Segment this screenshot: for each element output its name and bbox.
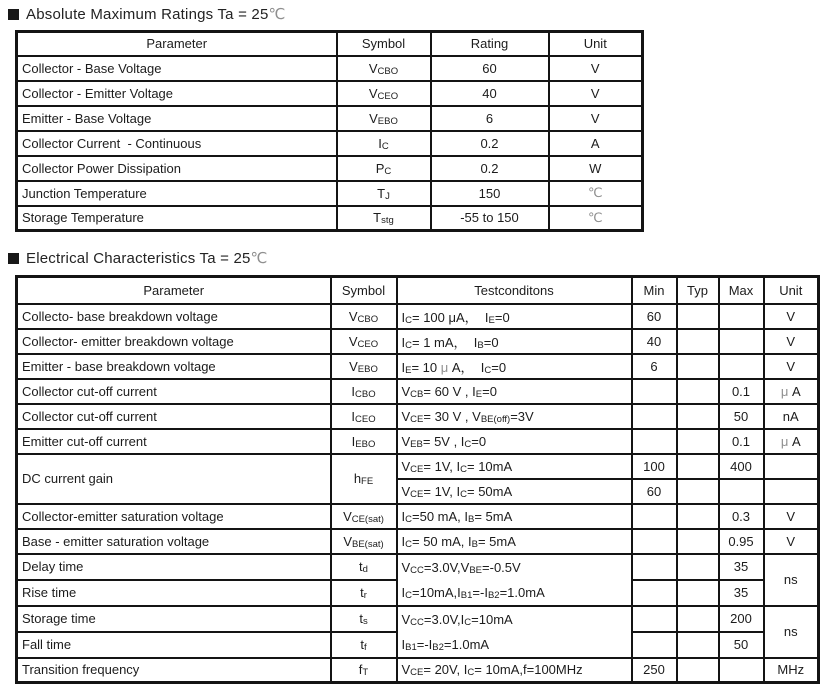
testcond-cell: $V_{EB}= 5V$ , $I_C=0$ bbox=[397, 429, 632, 454]
unit-cell: μ A bbox=[764, 379, 819, 404]
unit-cell: A bbox=[549, 131, 643, 156]
table-row bbox=[17, 181, 643, 206]
testcond-line: $I_C=10mA,I_{B1}=-I_{B2}=1.0mA$ bbox=[401, 584, 545, 601]
testcond-cell: $I_C= 50$ mA, $I_B= 5mA$ bbox=[397, 529, 632, 554]
section-square-icon bbox=[8, 9, 19, 20]
unit-cell: ℃ bbox=[549, 181, 643, 206]
table-row bbox=[17, 156, 643, 181]
unit-cell bbox=[764, 479, 819, 504]
param-cell: Collector Power Dissipation bbox=[17, 156, 337, 181]
min-cell: 60 bbox=[632, 479, 677, 504]
max-cell: 35 bbox=[719, 554, 764, 580]
testcond-cell: $V_{CE}= 1V$, $I_C= 50mA$ bbox=[397, 479, 632, 504]
table-header-row bbox=[17, 32, 643, 56]
testcond-cell: $V_{CE}= 20V$, $I_C= 10mA,f=100MHz$ bbox=[397, 658, 632, 683]
max-cell: 50 bbox=[719, 404, 764, 429]
typ-cell bbox=[677, 606, 719, 632]
param-cell: Junction Temperature bbox=[17, 181, 337, 206]
unit-cell: V bbox=[764, 329, 819, 354]
typ-cell bbox=[677, 580, 719, 606]
max-cell: 0.3 bbox=[719, 504, 764, 529]
unit-cell: V bbox=[764, 529, 819, 554]
min-cell bbox=[632, 504, 677, 529]
symbol-cell: $T_{stg}$ bbox=[337, 206, 431, 231]
col-header-typ: Typ bbox=[677, 277, 719, 304]
min-cell bbox=[632, 429, 677, 454]
unit-cell: V bbox=[764, 354, 819, 379]
rating-cell: 0.2 bbox=[431, 131, 549, 156]
table-row bbox=[17, 606, 819, 632]
symbol-cell: $V_{CBO}$ bbox=[331, 304, 397, 329]
typ-cell bbox=[677, 632, 719, 658]
param-cell: Collector cut-off current bbox=[17, 404, 331, 429]
min-cell bbox=[632, 580, 677, 606]
min-cell: 100 bbox=[632, 454, 677, 479]
symbol-cell: $t_s$ bbox=[331, 606, 397, 632]
param-cell: Collector cut-off current bbox=[17, 379, 331, 404]
table-row bbox=[17, 106, 643, 131]
param-cell: Transition frequency bbox=[17, 658, 331, 683]
min-cell bbox=[632, 404, 677, 429]
min-cell: 250 bbox=[632, 658, 677, 683]
param-cell: Base - emitter saturation voltage bbox=[17, 529, 331, 554]
param-cell: Collecto- base breakdown voltage bbox=[17, 304, 331, 329]
typ-cell bbox=[677, 354, 719, 379]
testcond-line: $V_{CC}=3.0V,I_C=10mA$ bbox=[401, 611, 513, 628]
unit-cell: MHz bbox=[764, 658, 819, 683]
table-row bbox=[17, 81, 643, 106]
param-cell: Collector - Base Voltage bbox=[17, 56, 337, 81]
col-header-parameter: Parameter bbox=[17, 277, 331, 304]
electrical-section-title bbox=[8, 249, 821, 267]
max-cell: 0.1 bbox=[719, 429, 764, 454]
unit-cell: W bbox=[549, 156, 643, 181]
symbol-cell: $I_{CBO}$ bbox=[331, 379, 397, 404]
min-cell bbox=[632, 554, 677, 580]
unit-cell: ns bbox=[764, 554, 819, 606]
section-square-icon bbox=[8, 253, 19, 264]
symbol-cell: $V_{EBO}$ bbox=[337, 106, 431, 131]
typ-cell bbox=[677, 479, 719, 504]
rating-cell: 0.2 bbox=[431, 156, 549, 181]
symbol-cell: $t_r$ bbox=[331, 580, 397, 606]
unit-cell: V bbox=[764, 304, 819, 329]
table-row bbox=[17, 131, 643, 156]
unit-cell: V bbox=[549, 81, 643, 106]
table-header-row bbox=[17, 277, 819, 304]
col-header-min: Min bbox=[632, 277, 677, 304]
typ-cell bbox=[677, 658, 719, 683]
table-row bbox=[17, 354, 819, 379]
param-cell: Emitter - base breakdown voltage bbox=[17, 354, 331, 379]
param-cell: Storage Temperature bbox=[17, 206, 337, 231]
typ-cell bbox=[677, 329, 719, 354]
param-cell: Delay time bbox=[17, 554, 331, 580]
symbol-cell: $V_{CE(sat)}$ bbox=[331, 504, 397, 529]
abs-max-title-text: Absolute Maximum Ratings Ta = 25℃ bbox=[26, 6, 286, 23]
typ-cell bbox=[677, 504, 719, 529]
symbol-cell: $I_{EBO}$ bbox=[331, 429, 397, 454]
table-row bbox=[17, 56, 643, 81]
col-header-testcond: Testconditons bbox=[397, 277, 632, 304]
symbol-cell: $t_f$ bbox=[331, 632, 397, 658]
max-cell: 35 bbox=[719, 580, 764, 606]
symbol-cell: $I_C$ bbox=[337, 131, 431, 156]
table-row bbox=[17, 329, 819, 354]
col-header-symbol: Symbol bbox=[337, 32, 431, 56]
col-header-rating: Rating bbox=[431, 32, 549, 56]
symbol-cell: $h_{FE}$ bbox=[331, 454, 397, 504]
max-cell bbox=[719, 304, 764, 329]
table-row bbox=[17, 529, 819, 554]
min-cell bbox=[632, 606, 677, 632]
param-cell: Rise time bbox=[17, 580, 331, 606]
param-cell: Collector - Emitter Voltage bbox=[17, 81, 337, 106]
unit-cell: V bbox=[549, 56, 643, 81]
max-cell: 200 bbox=[719, 606, 764, 632]
table-row bbox=[17, 206, 643, 231]
typ-cell bbox=[677, 529, 719, 554]
typ-cell bbox=[677, 454, 719, 479]
col-header-parameter: Parameter bbox=[17, 32, 337, 56]
symbol-cell: $V_{CBO}$ bbox=[337, 56, 431, 81]
unit-cell: V bbox=[764, 504, 819, 529]
testcond-cell: $I_C= 100$ μA， $I_E=0$ bbox=[397, 304, 632, 329]
param-cell: Emitter cut-off current bbox=[17, 429, 331, 454]
rating-cell: 60 bbox=[431, 56, 549, 81]
max-cell bbox=[719, 354, 764, 379]
table-row bbox=[17, 554, 819, 580]
testcond-cell: $V_{CE}= 1V$, $I_C= 10mA$ bbox=[397, 454, 632, 479]
unit-cell bbox=[764, 454, 819, 479]
symbol-cell: $f_T$ bbox=[331, 658, 397, 683]
table-row bbox=[17, 658, 819, 683]
typ-cell bbox=[677, 554, 719, 580]
min-cell bbox=[632, 529, 677, 554]
electrical-title-text: Electrical Characteristics Ta = 25℃ bbox=[26, 250, 268, 267]
testcond-cell: $I_C= 1$ mA， $I_B=0$ bbox=[397, 329, 632, 354]
param-cell: Fall time bbox=[17, 632, 331, 658]
unit-cell: V bbox=[549, 106, 643, 131]
testcond-cell bbox=[397, 554, 632, 606]
symbol-cell: $V_{CEO}$ bbox=[331, 329, 397, 354]
param-cell: Emitter - Base Voltage bbox=[17, 106, 337, 131]
table-row bbox=[17, 504, 819, 529]
typ-cell bbox=[677, 404, 719, 429]
param-cell: Collector- emitter breakdown voltage bbox=[17, 329, 331, 354]
abs-max-section-title bbox=[8, 0, 821, 23]
param-cell: Collector-emitter saturation voltage bbox=[17, 504, 331, 529]
rating-cell: 40 bbox=[431, 81, 549, 106]
symbol-cell: $P_C$ bbox=[337, 156, 431, 181]
col-header-unit: Unit bbox=[549, 32, 643, 56]
min-cell: 40 bbox=[632, 329, 677, 354]
testcond-line: $I_{B1}=-I_{B2}=1.0mA$ bbox=[401, 636, 490, 653]
unit-cell: μ A bbox=[764, 429, 819, 454]
unit-cell: ns bbox=[764, 606, 819, 658]
min-cell bbox=[632, 632, 677, 658]
testcond-cell: $V_{CE}= 30$ V , $V_{BE(off)}=3V$ bbox=[397, 404, 632, 429]
symbol-cell: $V_{CEO}$ bbox=[337, 81, 431, 106]
param-cell: DC current gain bbox=[17, 454, 331, 504]
testcond-cell bbox=[397, 606, 632, 658]
table-row bbox=[17, 304, 819, 329]
symbol-cell: $T_J$ bbox=[337, 181, 431, 206]
max-cell: 400 bbox=[719, 454, 764, 479]
col-header-symbol: Symbol bbox=[331, 277, 397, 304]
table-row bbox=[17, 404, 819, 429]
testcond-cell: $I_C=50$ mA, $I_B= 5mA$ bbox=[397, 504, 632, 529]
table-row bbox=[17, 379, 819, 404]
typ-cell bbox=[677, 429, 719, 454]
rating-cell: -55 to 150 bbox=[431, 206, 549, 231]
typ-cell bbox=[677, 379, 719, 404]
max-cell: 0.1 bbox=[719, 379, 764, 404]
unit-cell: nA bbox=[764, 404, 819, 429]
min-cell bbox=[632, 379, 677, 404]
min-cell: 60 bbox=[632, 304, 677, 329]
table-row bbox=[17, 429, 819, 454]
max-cell bbox=[719, 329, 764, 354]
rating-cell: 6 bbox=[431, 106, 549, 131]
electrical-table bbox=[15, 275, 820, 684]
max-cell bbox=[719, 479, 764, 504]
min-cell: 6 bbox=[632, 354, 677, 379]
max-cell: 50 bbox=[719, 632, 764, 658]
col-header-unit: Unit bbox=[764, 277, 819, 304]
table-row bbox=[17, 454, 819, 479]
abs-max-table bbox=[15, 30, 644, 232]
symbol-cell: $V_{BE(sat)}$ bbox=[331, 529, 397, 554]
symbol-cell: $t_d$ bbox=[331, 554, 397, 580]
symbol-cell: $V_{EBO}$ bbox=[331, 354, 397, 379]
col-header-max: Max bbox=[719, 277, 764, 304]
param-cell: Collector Current - Continuous bbox=[17, 131, 337, 156]
max-cell bbox=[719, 658, 764, 683]
rating-cell: 150 bbox=[431, 181, 549, 206]
typ-cell bbox=[677, 304, 719, 329]
testcond-cell: $I_E= 10$ μ A， $I_C=0$ bbox=[397, 354, 632, 379]
testcond-line: $V_{CC}=3.0V,V_{BE}=-0.5V$ bbox=[401, 559, 521, 576]
symbol-cell: $I_{CEO}$ bbox=[331, 404, 397, 429]
unit-cell: ℃ bbox=[549, 206, 643, 231]
param-cell: Storage time bbox=[17, 606, 331, 632]
testcond-cell: $V_{CB}= 60$ V , $I_E=0$ bbox=[397, 379, 632, 404]
max-cell: 0.95 bbox=[719, 529, 764, 554]
